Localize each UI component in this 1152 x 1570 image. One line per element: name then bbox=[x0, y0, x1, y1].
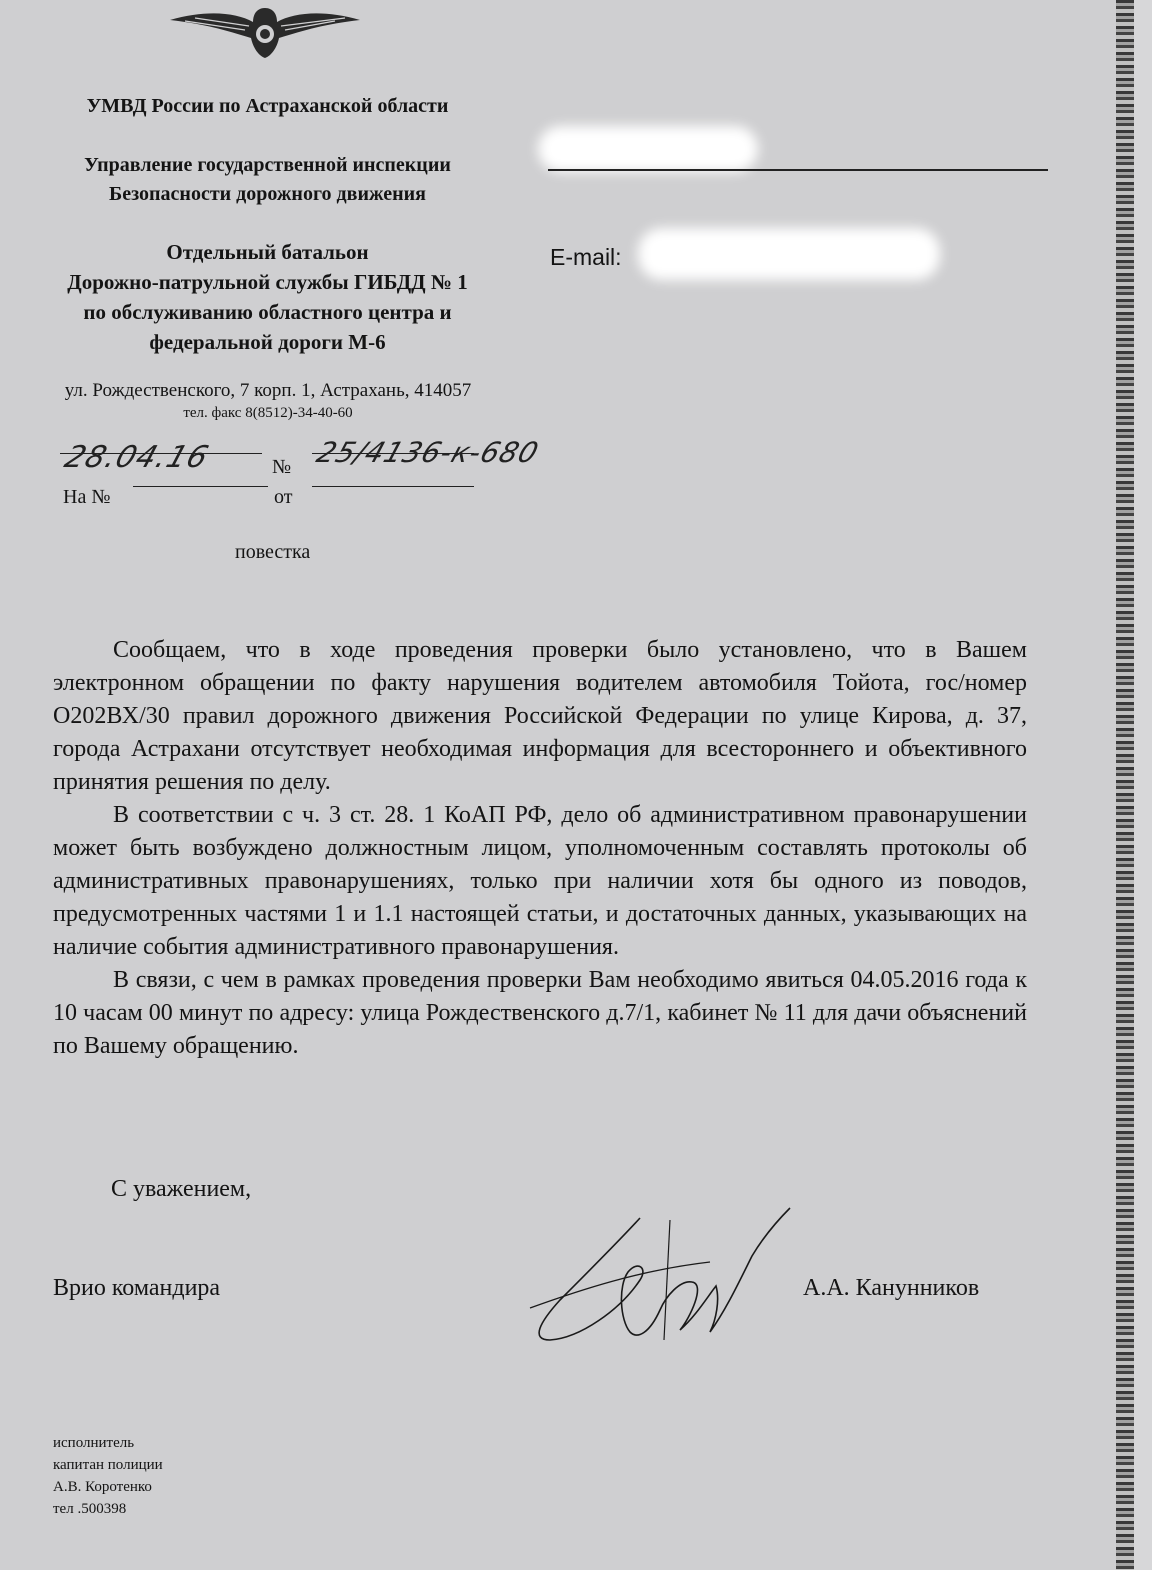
sender-address: ул. Рождественского, 7 корп. 1, Астрахань, 414057 bbox=[64, 380, 472, 401]
letter-body bbox=[53, 634, 1027, 1063]
body-paragraph: Сообщаем, что в ходе проведения проверки было установлено, что в Вашем электронном обращении по факту нарушения водителем автомобиля Тойота, гос/номер О202ВХ/30 правил дорожного движения Российской Федерации по улице Кирова, д. 37, города Астрахани отсутствует необходимая информация для всестороннего и объективного принятия решения по делу. bbox=[53, 637, 1027, 795]
scan-edge-artifact bbox=[1116, 0, 1134, 1570]
reply-date-underline bbox=[312, 486, 474, 487]
battalion-line: Дорожно-патрульной службы ГИБДД № 1 bbox=[67, 270, 468, 294]
department-line: Управление государственной инспекции bbox=[84, 154, 451, 176]
executor-line: тел .500398 bbox=[53, 1501, 127, 1517]
executor-line: исполнитель bbox=[53, 1435, 135, 1451]
registration-date: 28.04.16 bbox=[60, 440, 214, 475]
battalion-line: федеральной дороги М-6 bbox=[149, 330, 386, 354]
redacted-email bbox=[638, 228, 940, 280]
document-type: повестка bbox=[235, 541, 311, 563]
reply-number-underline bbox=[133, 486, 268, 487]
battalion-line: по обслуживанию областного центра и bbox=[83, 300, 452, 324]
number-label: № bbox=[272, 456, 292, 478]
registration-number: 25/4136-к-680 bbox=[312, 436, 544, 469]
redacted-recipient bbox=[538, 126, 758, 172]
closing-phrase: С уважением, bbox=[111, 1176, 252, 1202]
executor-info bbox=[53, 1432, 163, 1520]
battalion-line: Отдельный батальон bbox=[166, 240, 369, 264]
department-line: Безопасности дорожного движения bbox=[109, 183, 426, 205]
email-label: E-mail: bbox=[550, 244, 622, 270]
body-paragraph: В связи, с чем в рамках проведения проверки Вам необходимо явиться 04.05.2016 года к 10 часам 00 минут по адресу: улица Рождественского д.7/1, кабинет № 11 для дачи объяснений по Вашему обращению. bbox=[53, 967, 1027, 1059]
battalion-name bbox=[20, 237, 515, 357]
recipient-underline bbox=[548, 169, 1048, 171]
from-label: от bbox=[274, 486, 293, 508]
executor-line: А.В. Коротенко bbox=[53, 1479, 152, 1495]
executor-line: капитан полиции bbox=[53, 1457, 163, 1473]
body-paragraph: В соответствии с ч. 3 ст. 28. 1 КоАП РФ, дело об административном правонарушении может быть возбуждено должностным лицом, уполномоченным составлять протоколы об административных правонарушениях, только при наличии хотя бы одного из поводов, предусмотренных частями 1 и 1.1 настоящей статьи, и достаточных данных, указывающих на наличие события административного правонарушения. bbox=[53, 802, 1027, 960]
signatory-name: А.А. Канунников bbox=[803, 1275, 980, 1301]
sender-fax: тел. факс 8(8512)-34-40-60 bbox=[183, 405, 353, 421]
signatory-role: Врио командира bbox=[53, 1275, 221, 1301]
ministry-name: УМВД России по Астраханской области bbox=[86, 95, 449, 117]
department-name bbox=[20, 151, 515, 209]
scan-margin bbox=[1134, 0, 1152, 1570]
eagle-emblem-icon bbox=[165, 0, 365, 60]
handwritten-signature bbox=[520, 1200, 810, 1350]
reply-label: На № bbox=[63, 486, 111, 508]
